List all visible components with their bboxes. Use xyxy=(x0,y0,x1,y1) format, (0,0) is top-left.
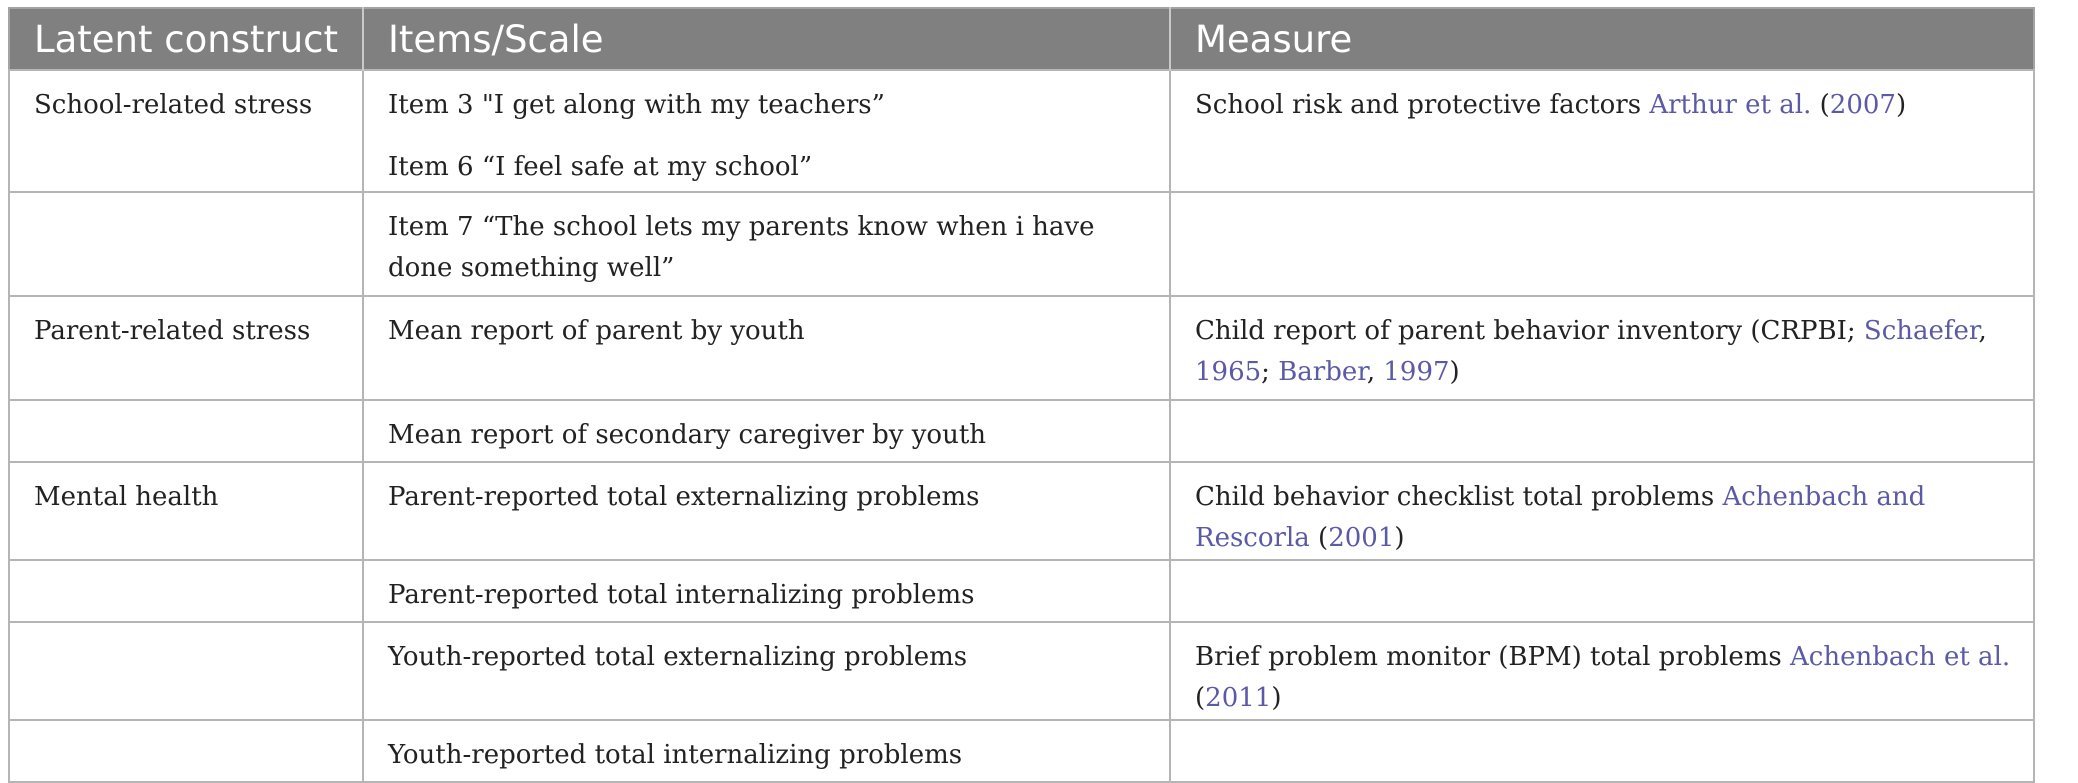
measure-cell: Child report of parent behavior inventory (CRPBI; Schaefer, 1965; Barber, 1997) xyxy=(1170,296,2034,400)
citation-link[interactable]: Achenbach et al. xyxy=(1790,642,2011,672)
measure-text: Brief problem monitor (BPM) total problems xyxy=(1195,642,1791,672)
measure-cell xyxy=(1170,720,2034,782)
header-items-scale: Items/Scale xyxy=(363,8,1170,70)
table-row xyxy=(9,560,2034,622)
construct-cell: Parent-related stress xyxy=(9,296,363,400)
construct-cell xyxy=(9,560,363,622)
measure-cell: Child behavior checklist total problems Achenbach and Rescorla (2001) xyxy=(1170,462,2034,560)
items-cell xyxy=(363,720,1170,782)
citation-link[interactable]: Schaefer xyxy=(1863,316,1979,346)
items-cell xyxy=(363,192,1170,296)
measure-cell: Brief problem monitor (BPM) total problems Achenbach et al. (2011) xyxy=(1170,622,2034,720)
citation-year-link[interactable]: 1997 xyxy=(1383,357,1450,387)
table-row xyxy=(9,462,2034,560)
header-row xyxy=(9,8,2034,70)
items-cell xyxy=(363,400,1170,462)
header-measure: Measure xyxy=(1170,8,2034,70)
measure-cell xyxy=(1170,192,2034,296)
table-row xyxy=(9,400,2034,462)
citation-link[interactable]: Barber xyxy=(1278,357,1367,387)
item-text: Parent-reported total internalizing problems xyxy=(388,580,975,610)
item-text: Item 7 “The school lets my parents know when i have done something well” xyxy=(388,212,1095,283)
measure-cell xyxy=(1170,400,2034,462)
item-text: Item 3 "I get along with my teachers” xyxy=(388,90,885,120)
item-text: Youth-reported total internalizing problems xyxy=(388,740,963,770)
table-row xyxy=(9,622,2034,720)
citation-year-link[interactable]: 2007 xyxy=(1829,90,1896,120)
construct-cell: School-related stress xyxy=(9,70,363,192)
construct-cell xyxy=(9,400,363,462)
citation-link[interactable]: Achenbach and Rescorla xyxy=(1195,482,1926,553)
measure-cell xyxy=(1170,560,2034,622)
items-cell xyxy=(363,622,1170,720)
measure-text: School risk and protective factors xyxy=(1195,90,1650,120)
citation-year-link[interactable]: 2001 xyxy=(1328,523,1395,553)
measure-cell: School risk and protective factors Arthur et al. (2007) xyxy=(1170,70,2034,192)
table-row xyxy=(9,720,2034,782)
items-cell xyxy=(363,462,1170,560)
citation-link[interactable]: Arthur et al. xyxy=(1649,90,1812,120)
item-text: Mean report of secondary caregiver by youth xyxy=(388,420,987,450)
measure-text: Child report of parent behavior inventory (CRPBI; xyxy=(1195,316,1864,346)
construct-cell: Mental health xyxy=(9,462,363,560)
items-cell xyxy=(363,560,1170,622)
table-row xyxy=(9,296,2034,400)
items-cell xyxy=(363,70,1170,192)
table-row xyxy=(9,70,2034,192)
construct-cell xyxy=(9,192,363,296)
item-text: Mean report of parent by youth xyxy=(388,316,805,346)
measure-text: Child behavior checklist total problems xyxy=(1195,482,1723,512)
measures-table xyxy=(8,7,2035,783)
item-text: Parent-reported total externalizing problems xyxy=(388,482,980,512)
citation-year-link[interactable]: 2011 xyxy=(1205,683,1272,713)
items-cell xyxy=(363,296,1170,400)
item-text: Youth-reported total externalizing problems xyxy=(388,642,968,672)
table-row xyxy=(9,192,2034,296)
citation-year-link[interactable]: 1965 xyxy=(1195,357,1262,387)
header-latent-construct: Latent construct xyxy=(9,8,363,70)
construct-cell xyxy=(9,720,363,782)
construct-cell xyxy=(9,622,363,720)
item-text: Item 6 “I feel safe at my school” xyxy=(388,152,813,182)
